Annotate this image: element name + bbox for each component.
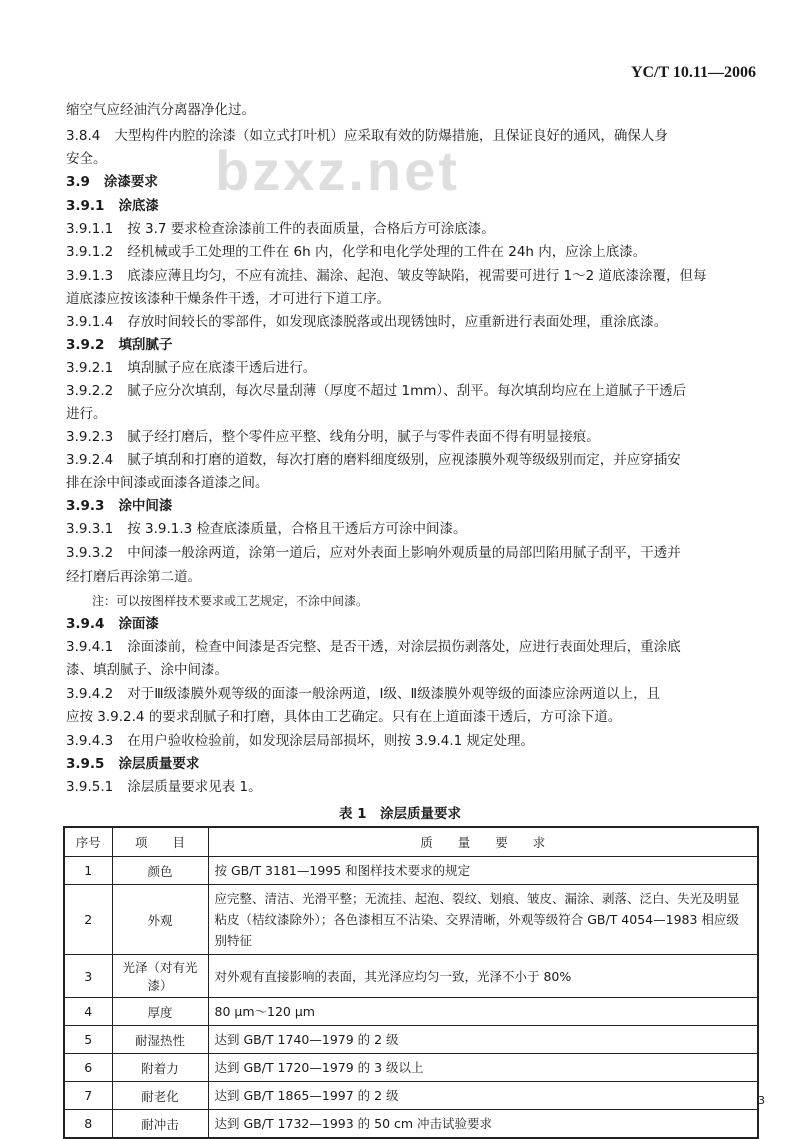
- clause-text: 填刮腻子应在底漆干透后进行。: [127, 360, 317, 376]
- row-item: 外观: [112, 885, 208, 955]
- paragraph-line: [66, 267, 707, 285]
- row-item: 厚度: [112, 998, 208, 1026]
- section-heading: [66, 336, 172, 354]
- row-item: 颜色: [112, 857, 208, 885]
- paragraph-line: [66, 568, 201, 586]
- clause-text: 道底漆应按该漆种干燥条件干透，才可进行下道工序。: [66, 291, 390, 307]
- table-row: [64, 885, 758, 955]
- paragraph-line: [66, 778, 262, 796]
- clause-text: 涂底漆: [118, 198, 159, 214]
- clause-number: 3.9.2: [66, 337, 105, 353]
- row-index: 3: [64, 955, 112, 998]
- clause-text: 腻子应分次填刮，每次尽量刮薄（厚度不超过 1mm）、刮平。每次填刮均应在上道腻子干透后: [127, 383, 687, 399]
- clause-text: 涂面漆前，检查中间漆是否完整、是否干透，对涂层损伤剥落处，应进行表面处理后，重涂底: [127, 639, 681, 655]
- row-index: 2: [64, 885, 112, 955]
- clause-number: 3.9.4.3: [66, 733, 114, 749]
- clause-number: 3.9.2.3: [66, 429, 114, 445]
- clause-text: 涂中间漆: [118, 498, 173, 514]
- clause-number: 3.9.1.4: [66, 314, 114, 330]
- row-requirement: 按 GB/T 3181—1995 和图样技术要求的规定: [208, 857, 758, 885]
- clause-text: 底漆应薄且均匀，不应有流挂、漏涂、起泡、皱皮等缺陷，视需要可进行 1～2 道底漆涂覆，但每: [127, 268, 707, 284]
- document-code-header: YC/T 10.11—2006: [630, 64, 756, 81]
- clause-number: 3.9.1.2: [66, 244, 114, 260]
- row-item: 耐冲击: [112, 1110, 208, 1139]
- section-heading: [66, 615, 159, 633]
- clause-text: 填刮腻子: [118, 337, 173, 353]
- clause-text: 按 3.7 要求检查涂漆前工件的表面质量，合格后方可涂底漆。: [127, 221, 495, 237]
- clause-number: 3.9.4.1: [66, 639, 114, 655]
- paragraph-line: [66, 732, 534, 750]
- clause-text: 涂面漆: [118, 616, 159, 632]
- section-heading: [66, 497, 172, 515]
- row-index: 1: [64, 857, 112, 885]
- paragraph-line: [66, 290, 390, 308]
- table-row: [64, 955, 758, 998]
- clause-text: 缩空气应经油汽分离器净化过。: [66, 102, 255, 118]
- paragraph-line: [66, 220, 495, 238]
- page-number: 3: [758, 1094, 765, 1107]
- clause-text: 应按 3.9.2.4 的要求刮腻子和打磨，具体由工艺确定。只有在上道面漆干透后，方可涂下道。: [66, 709, 622, 725]
- table-row: [64, 998, 758, 1026]
- row-index: 4: [64, 998, 112, 1026]
- clause-number: 3.9.3.1: [66, 521, 114, 537]
- clause-text: 注：可以按图样技术要求或工艺规定，不涂中间漆。: [92, 594, 369, 608]
- section-heading: [66, 755, 199, 773]
- clause-number: 3.9.4.2: [66, 686, 114, 702]
- paragraph-line: [66, 127, 668, 145]
- clause-number: 3.9: [66, 174, 90, 190]
- paragraph-line: [66, 544, 681, 562]
- row-item: 光泽（对有光漆）: [112, 955, 208, 998]
- paragraph-line: [66, 313, 667, 331]
- row-requirement: 达到 GB/T 1732—1993 的 50 cm 冲击试验要求: [208, 1110, 758, 1139]
- clause-number: 3.9.1.1: [66, 221, 114, 237]
- clause-text: 涂层质量要求: [118, 756, 200, 772]
- clause-text: 经机械或手工处理的工件在 6h 内，化学和电化学处理的工件在 24h 内，应涂上底漆。: [127, 244, 647, 260]
- clause-text: 漆、填刮腻子、涂中间漆。: [66, 662, 228, 678]
- table-row: [64, 1082, 758, 1110]
- row-item: 耐湿热性: [112, 1026, 208, 1054]
- row-requirement: 80 μm～120 μm: [208, 998, 758, 1026]
- clause-number: 3.9.5.1: [66, 779, 114, 795]
- table-caption: 表 1 涂层质量要求: [338, 806, 462, 822]
- paragraph-line: [66, 451, 681, 469]
- header-index: 序号: [64, 827, 112, 857]
- paragraph-line: [66, 359, 316, 377]
- row-requirement: 对外观有直接影响的表面，其光泽应均匀一致，光泽不小于 80%: [208, 955, 758, 998]
- clause-text: 大型构件内腔的涂漆（如立式打叶机）应采取有效的防爆措施，且保证良好的通风，确保人身: [114, 128, 668, 144]
- section-heading: [66, 197, 159, 215]
- clause-text: 排在涂中间漆或面漆各道漆之间。: [66, 475, 269, 491]
- clause-number: 3.9.1: [66, 198, 105, 214]
- row-requirement: 达到 GB/T 1740—1979 的 2 级: [208, 1026, 758, 1054]
- clause-text: 经打磨后再涂第二道。: [66, 569, 201, 585]
- paragraph-line: [66, 638, 681, 656]
- paragraph-line: [66, 474, 269, 492]
- section-heading: [66, 173, 158, 191]
- clause-text: 对于Ⅲ级漆膜外观等级的面漆一般涂两道，Ⅰ级、Ⅱ级漆膜外观等级的面漆应涂两道以上，且: [127, 686, 661, 702]
- clause-number: 3.9.3: [66, 498, 105, 514]
- paragraph-line: [66, 150, 107, 168]
- clause-text: 中间漆一般涂两道，涂第一道后，应对外表面上影响外观质量的局部凹陷用腻子刮平，干透并: [127, 545, 681, 561]
- paragraph-line: [66, 243, 646, 261]
- watermark: bzxz.net: [215, 139, 460, 202]
- table-row: [64, 1026, 758, 1054]
- row-requirement: 达到 GB/T 1865—1997 的 2 级: [208, 1082, 758, 1110]
- clause-text: 进行。: [66, 406, 107, 422]
- table-row: [64, 1110, 758, 1139]
- header-item: 项 目: [112, 827, 208, 857]
- row-index: 5: [64, 1026, 112, 1054]
- clause-text: 涂漆要求: [103, 174, 158, 190]
- clause-text: 安全。: [66, 151, 107, 167]
- row-index: 8: [64, 1110, 112, 1139]
- table-header-row: [64, 827, 758, 857]
- row-index: 7: [64, 1082, 112, 1110]
- row-requirement: 应完整、清洁、光滑平整；无流挂、起泡、裂纹、划痕、皱皮、漏涂、剥落、泛白、失光及明显粘皮（桔纹漆除外）；各色漆相互不沾染、交界清晰，外观等级符合 GB/T 4054—1983 相应级别特征: [208, 885, 758, 955]
- row-item: 附着力: [112, 1054, 208, 1082]
- clause-number: 3.9.2.4: [66, 452, 114, 468]
- clause-text: 涂层质量要求见表 1。: [127, 779, 262, 795]
- clause-text: 腻子经打磨后，整个零件应平整、线角分明，腻子与零件表面不得有明显接痕。: [127, 429, 600, 445]
- clause-text: 存放时间较长的零部件，如发现底漆脱落或出现锈蚀时，应重新进行表面处理，重涂底漆。: [127, 314, 668, 330]
- paragraph-line: [66, 708, 621, 726]
- clause-text: 腻子填刮和打磨的道数，每次打磨的磨料细度级别，应视漆膜外观等级级别而定，并应穿插安: [127, 452, 681, 468]
- paragraph-line: [66, 405, 107, 423]
- coating-quality-table: [63, 826, 759, 1139]
- clause-number: 3.9.5: [66, 756, 105, 772]
- table-row: [64, 1054, 758, 1082]
- clause-number: 3.9.2.2: [66, 383, 114, 399]
- clause-number: 3.9.4: [66, 616, 105, 632]
- paragraph-line: [66, 101, 255, 119]
- clause-number: 3.9.2.1: [66, 360, 114, 376]
- paragraph-line: [66, 382, 686, 400]
- paragraph-line: [66, 661, 228, 679]
- clause-text: 按 3.9.1.3 检查底漆质量，合格且干透后方可涂中间漆。: [127, 521, 467, 537]
- row-index: 6: [64, 1054, 112, 1082]
- table-row: [64, 857, 758, 885]
- header-requirement: 质 量 要 求: [208, 827, 758, 857]
- clause-number: 3.8.4: [66, 128, 101, 144]
- clause-text: 在用户验收检验前，如发现涂层局部损坏，则按 3.9.4.1 规定处理。: [127, 733, 535, 749]
- clause-number: 3.9.3.2: [66, 545, 114, 561]
- paragraph-line: [66, 428, 600, 446]
- row-item: 耐老化: [112, 1082, 208, 1110]
- paragraph-line: [66, 685, 660, 703]
- clause-number: 3.9.1.3: [66, 268, 114, 284]
- paragraph-line: [66, 520, 467, 538]
- note-line: [92, 592, 368, 610]
- row-requirement: 达到 GB/T 1720—1979 的 3 级以上: [208, 1054, 758, 1082]
